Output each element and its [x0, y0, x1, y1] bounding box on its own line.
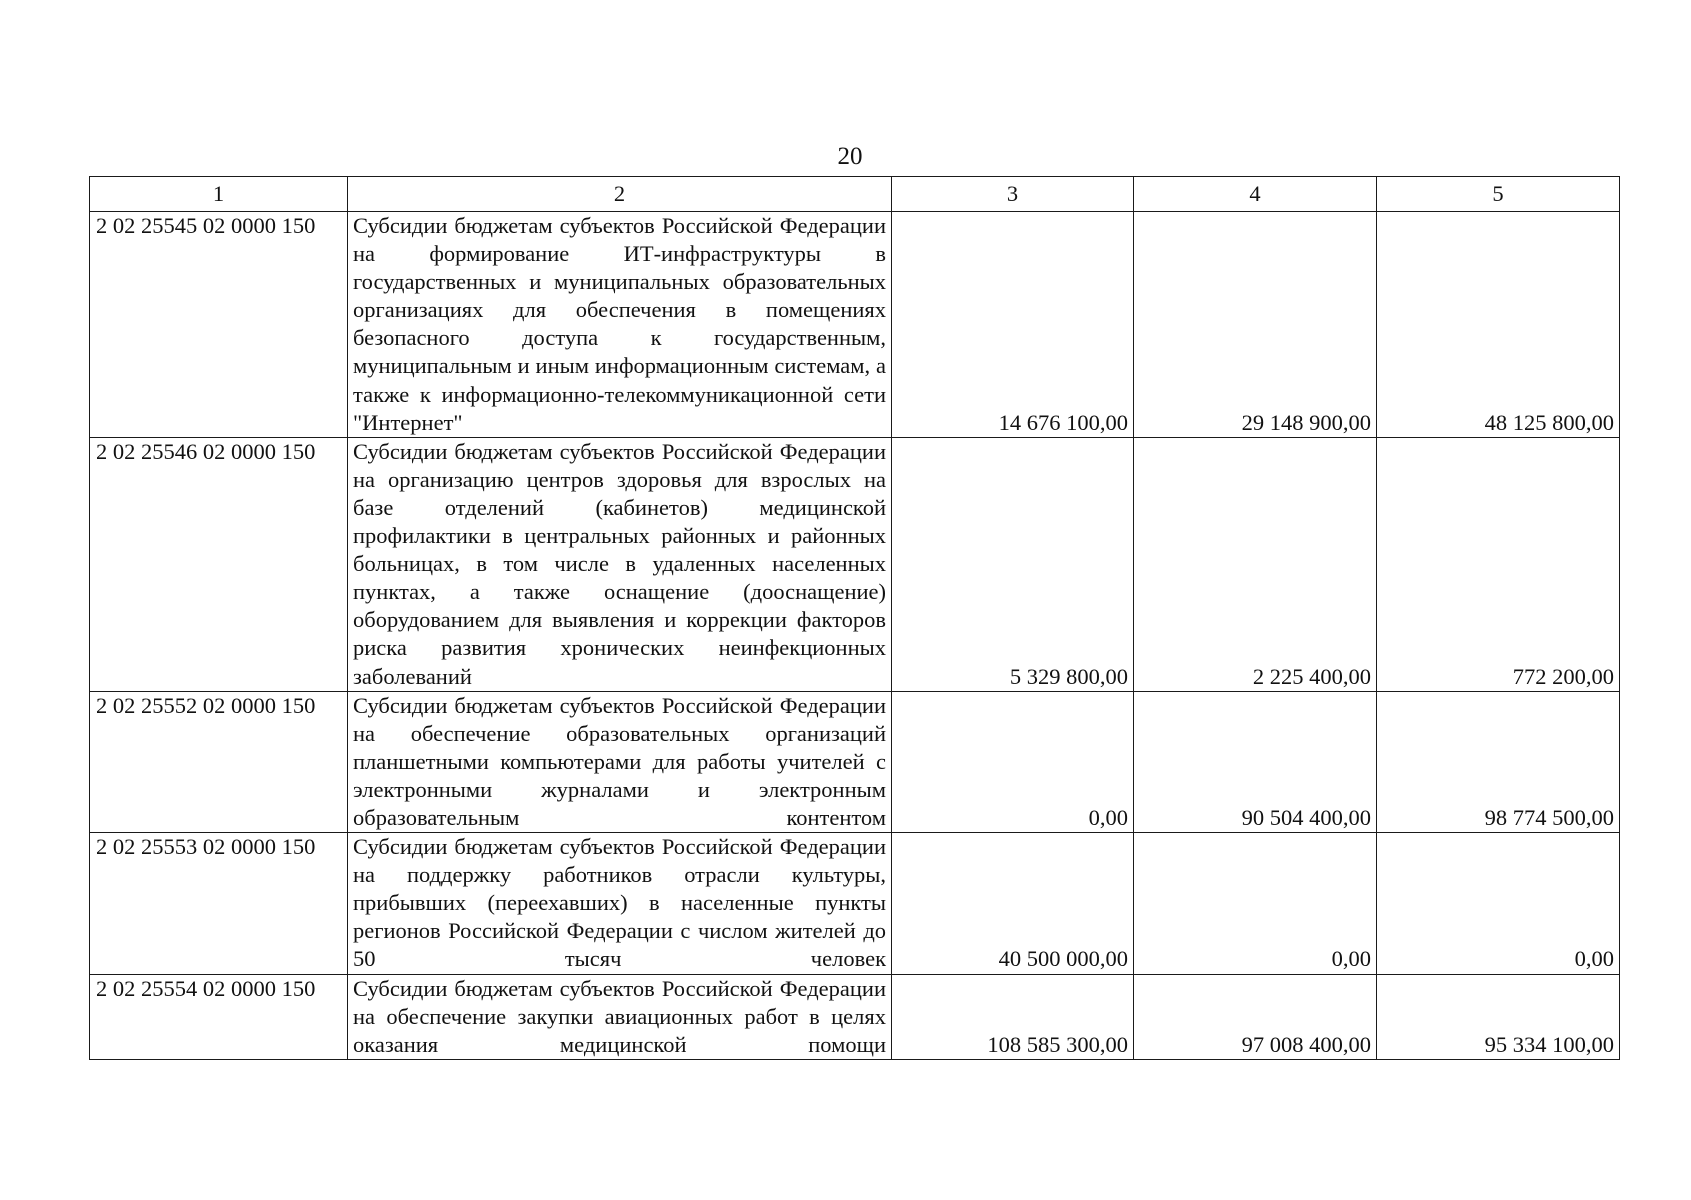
description-line: пункты регионов Российской Федерации с числом [353, 890, 887, 944]
budget-code: 2 02 25545 02 0000 150 [90, 212, 348, 438]
column-header-1: 1 [90, 177, 348, 212]
amount-col5: 98 774 500,00 [1377, 691, 1620, 832]
description-line: культуры, прибывших (переехавших) в населенные [353, 862, 887, 916]
column-header-3: 3 [892, 177, 1134, 212]
amount-col3: 40 500 000,00 [892, 833, 1134, 974]
column-header-4: 4 [1134, 177, 1377, 212]
description-line: неинфекционных заболеваний [353, 635, 886, 689]
description-line: Федерации на обеспечение закупки авиационных [353, 975, 886, 1029]
subsidy-description [348, 833, 892, 974]
description-line: Федерации на формирование ИТ-инфраструктуры [353, 213, 886, 267]
description-line: взрослых на базе отделений (кабинетов) [353, 466, 886, 520]
description-line: медицинской профилактики в центральных [353, 494, 887, 549]
amount-col3: 5 329 800,00 [892, 437, 1134, 691]
budget-code: 2 02 25554 02 0000 150 [90, 974, 348, 1059]
table-row [90, 691, 1620, 832]
description-line: Субсидии бюджетам субъектов Российской [353, 834, 773, 860]
description-line: Федерации на организацию центров здоровья для [353, 438, 886, 492]
amount-col4: 0,00 [1134, 833, 1377, 974]
column-number-row [90, 177, 1620, 212]
description-line: (дооснащение) оборудованием для выявления и [353, 579, 887, 633]
column-header-2: 2 [348, 177, 892, 212]
amount-col3: 0,00 [892, 691, 1134, 832]
budget-code: 2 02 25546 02 0000 150 [90, 437, 348, 691]
table-row [90, 833, 1620, 974]
page-number: 20 [837, 143, 863, 170]
description-line: государственным, муниципальным и иным [353, 325, 886, 379]
budget-table [89, 176, 1620, 1060]
amount-col5: 48 125 800,00 [1377, 212, 1620, 438]
table-row [90, 437, 1620, 691]
table-row [90, 974, 1620, 1059]
description-line: электронным образовательным контентом [353, 776, 886, 830]
description-line: Субсидии бюджетам субъектов Российской [353, 438, 773, 464]
description-line: Федерации на обеспечение образовательных [353, 692, 886, 746]
amount-col5: 95 334 100,00 [1377, 974, 1620, 1059]
description-line: удаленных населенных пунктах, а также оснащение [353, 551, 887, 605]
amount-col3: 14 676 100,00 [892, 212, 1134, 438]
description-line: работ в целях оказания медицинской помощи [353, 1003, 886, 1057]
description-line: образовательных организациях для обеспечения в [353, 269, 887, 323]
table-row [90, 212, 1620, 438]
subsidy-description [348, 437, 892, 691]
description-line: Федерации на поддержку работников отрасли [353, 834, 886, 888]
description-line: организаций планшетными компьютерами для [353, 720, 886, 774]
budget-code: 2 02 25552 02 0000 150 [90, 691, 348, 832]
amount-col4: 2 225 400,00 [1134, 437, 1377, 691]
amount-col5: 0,00 [1377, 833, 1620, 974]
description-line: "Интернет" [353, 409, 463, 435]
subsidy-description [348, 974, 892, 1059]
amount-col5: 772 200,00 [1377, 437, 1620, 691]
description-line: Субсидии бюджетам субъектов Российской [353, 213, 773, 238]
description-line: жителей до 50 тысяч человек [353, 918, 887, 972]
budget-code: 2 02 25553 02 0000 150 [90, 833, 348, 974]
amount-col4: 90 504 400,00 [1134, 691, 1377, 832]
amount-col3: 108 585 300,00 [892, 974, 1134, 1059]
column-header-5: 5 [1377, 177, 1620, 212]
description-line: работы учителей с электронными журналами и [353, 748, 887, 802]
description-line: информационно-телекоммуникационной сети [441, 381, 887, 407]
amount-col4: 97 008 400,00 [1134, 974, 1377, 1059]
description-line: Субсидии бюджетам субъектов Российской [353, 692, 773, 718]
subsidy-description [348, 212, 892, 438]
subsidy-description [348, 691, 892, 832]
description-line: коррекции факторов риска развития хронических [353, 607, 886, 661]
description-line: районных и районных больницах, в том числе в [353, 523, 886, 577]
description-line: информационным системам, а также к [353, 353, 887, 407]
amount-col4: 29 148 900,00 [1134, 212, 1377, 438]
description-line: в государственных и муниципальных [353, 241, 886, 295]
description-line: помещениях безопасного доступа к [353, 297, 887, 351]
description-line: Субсидии бюджетам субъектов Российской [353, 975, 773, 1001]
